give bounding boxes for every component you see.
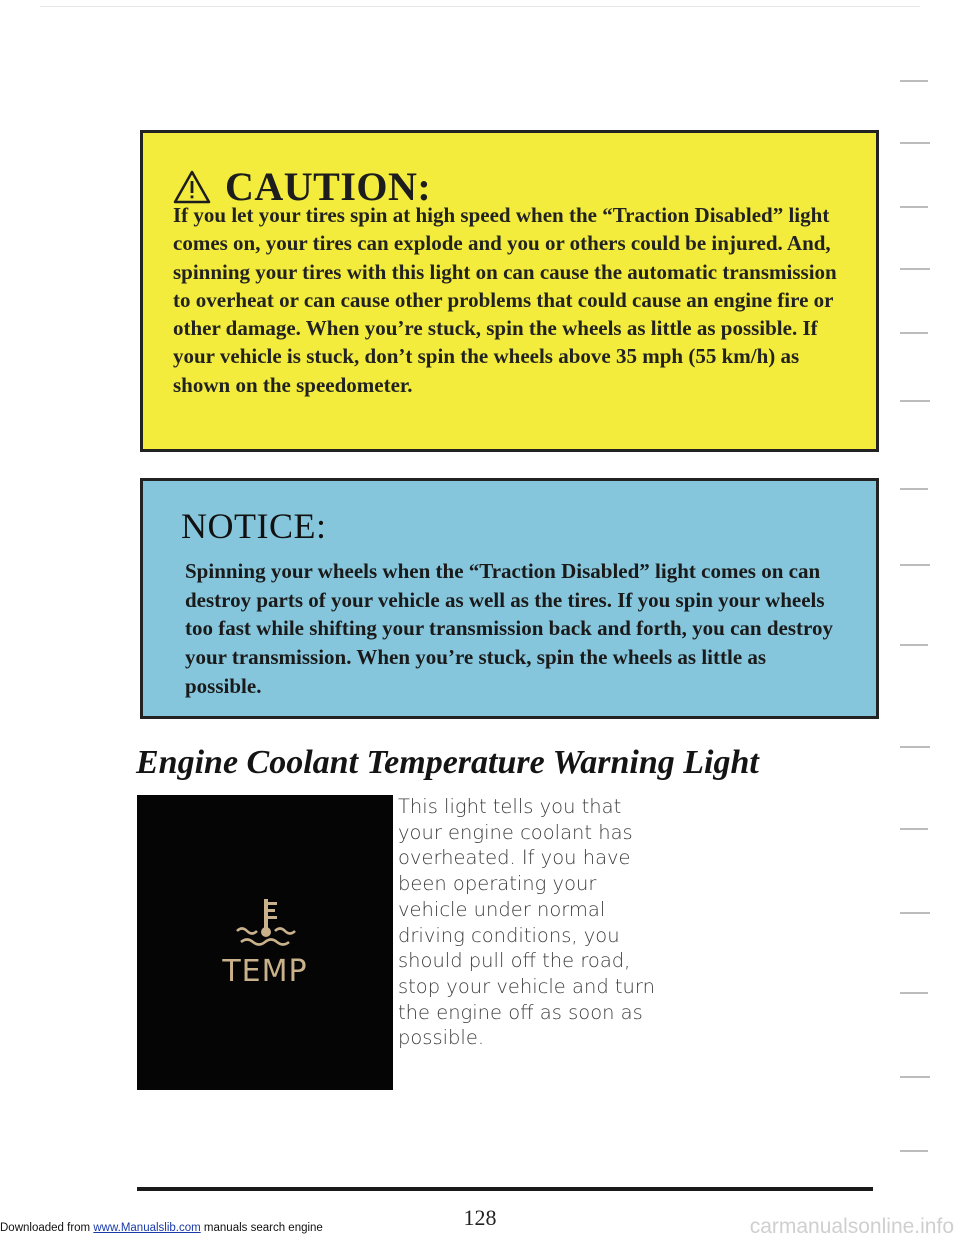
caution-box <box>140 130 879 452</box>
bottom-rule <box>137 1187 873 1191</box>
caution-text: If you let your tires spin at high speed when the “Traction Disabled” light comes on, your tires can explode and you or others could be injured. And, spinning your tires with this light on can cause the automatic transmission to overheat or can cause other problems that could cause an engine fire or other damage. When you’re stuck, spin the wheels as little as possible. If your vehicle is stuck, don’t spin the wheels above 35 mph (55 km/h) as shown on the speedometer. <box>173 203 837 397</box>
coolant-thermometer-icon <box>233 897 299 949</box>
temp-label: TEMP <box>222 954 308 989</box>
manualslib-link[interactable]: www.Manualslib.com <box>93 1222 201 1234</box>
notice-title: NOTICE: <box>181 506 327 546</box>
footer-prefix: Downloaded from <box>0 1222 91 1234</box>
caution-title: CAUTION: <box>225 164 432 209</box>
section-heading: Engine Coolant Temperature Warning Light <box>136 744 759 781</box>
watermark: carmanualsonline.info <box>749 1215 954 1238</box>
notice-box <box>140 478 879 719</box>
page-number: 128 <box>463 1205 497 1230</box>
top-rule <box>40 6 920 7</box>
warning-triangle-icon <box>173 170 211 204</box>
coolant-warning-light-image <box>137 795 393 1090</box>
coolant-paragraph: This light tells you that your engine coolant has overheated. If you have been operating your vehicle under normal driving conditions, you should pull off the road, stop your vehicle and turn the engine off as soon as possible. <box>398 795 655 1050</box>
footer-suffix: manuals search engine <box>203 1222 323 1234</box>
notice-text: Spinning your wheels when the “Traction Disabled” light comes on can destroy parts of your vehicle as well as the tires. If you spin your wheels too fast while shifting your transmission back and forth, you can destroy your transmission. When you’re stuck, spin the wheels as little as possible. <box>185 559 833 698</box>
download-footer <box>0 1222 323 1234</box>
